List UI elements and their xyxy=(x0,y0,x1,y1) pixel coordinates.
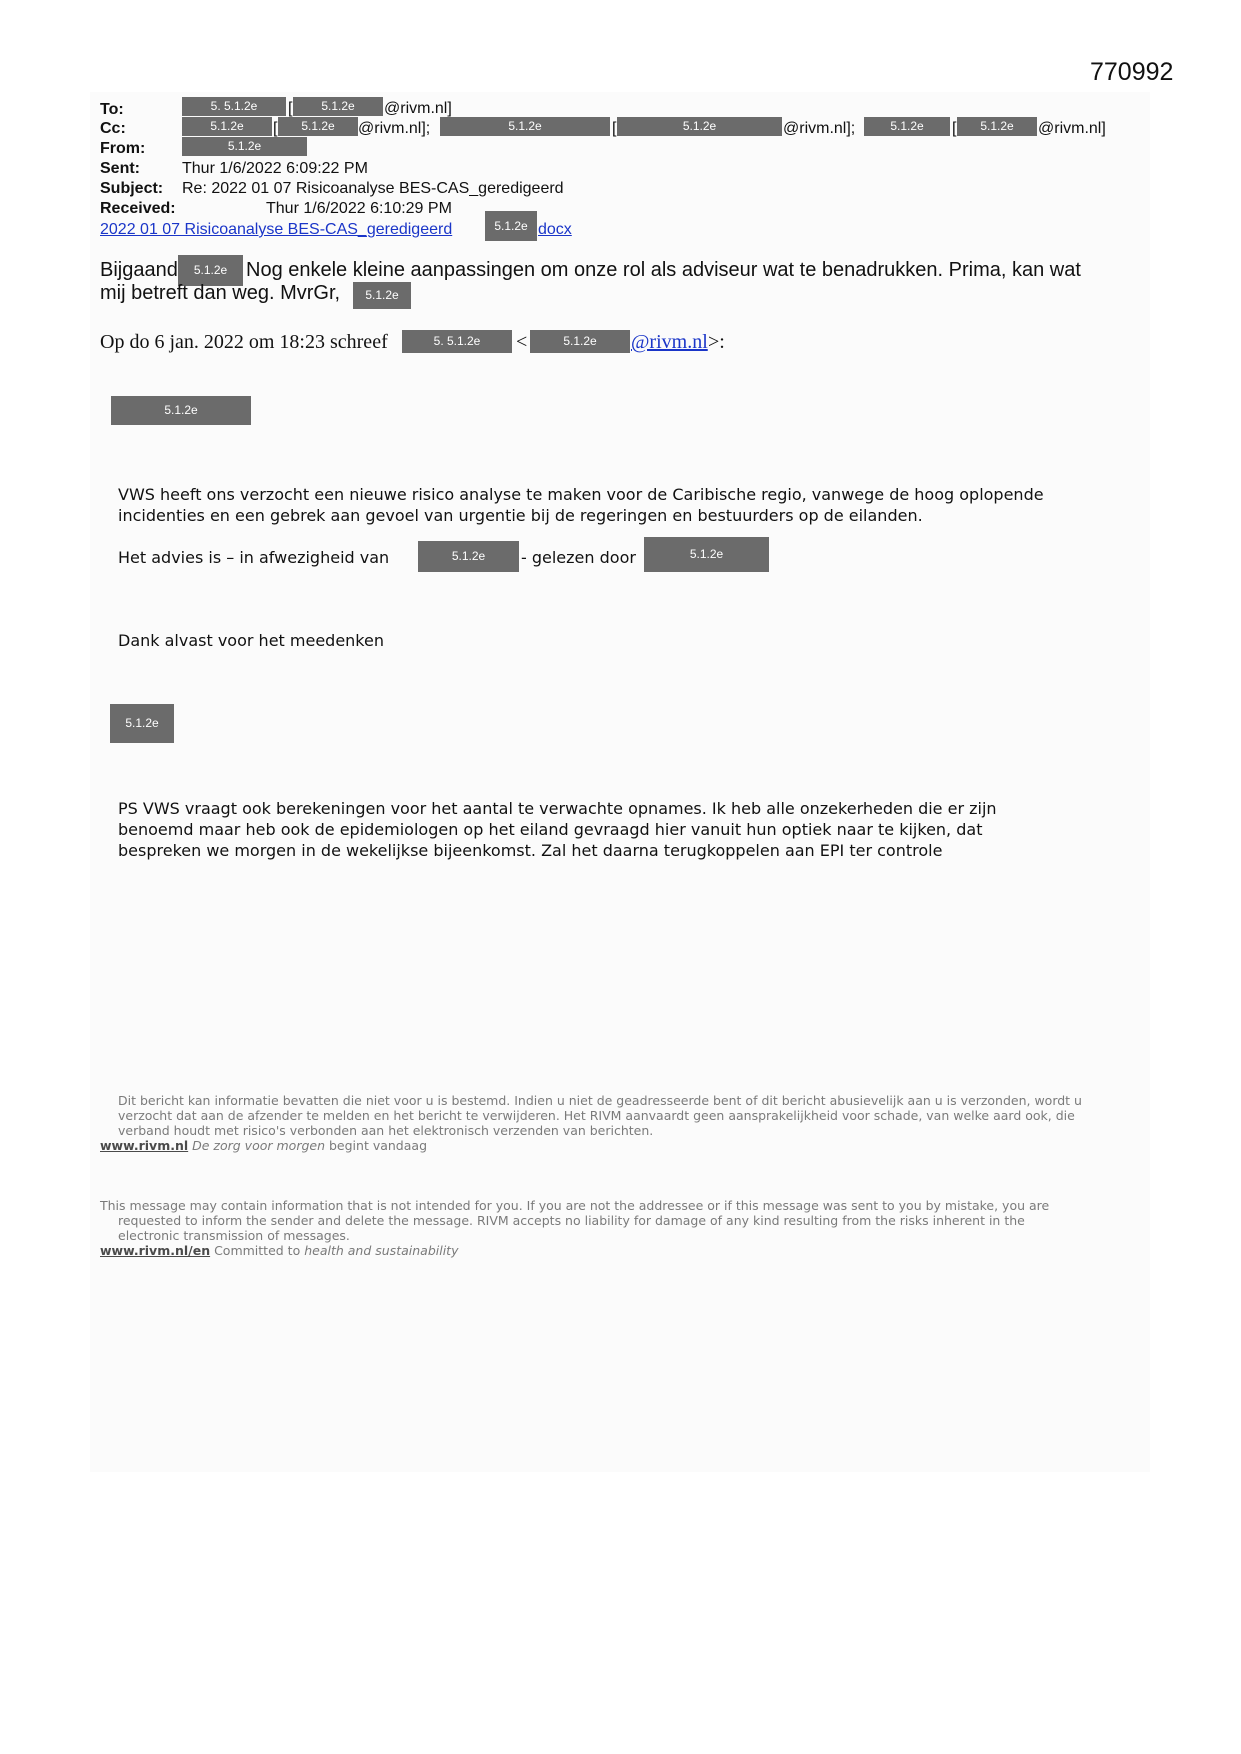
redaction-box: 5.1.2e xyxy=(440,117,610,136)
sent-value: Thur 1/6/2022 6:09:22 PM xyxy=(182,160,368,177)
rivm-en-site-link[interactable]: www.rivm.nl/en xyxy=(100,1243,211,1258)
cc-domain-1: @rivm.nl]; xyxy=(358,120,431,137)
disclaimer-en-line-2: requested to inform the sender and delete the message. RIVM accepts no liability for damage of any kind resulting from the risks inherent in the xyxy=(118,1213,1025,1228)
sent-label: Sent: xyxy=(100,160,140,177)
ps-line-2: benoemd maar heb ook de epidemiologen op het eiland gevraagd hier vanuit hun optiek naar te kijken, dat xyxy=(118,820,983,839)
rivm-en-tagline-prefix: Committed to xyxy=(214,1243,301,1258)
redaction-box: 5.1.2e xyxy=(957,117,1037,136)
to-domain: @rivm.nl] xyxy=(384,100,452,117)
cc-label: Cc: xyxy=(100,120,126,137)
redaction-box: 5. 5.1.2e xyxy=(402,330,512,353)
bracket: [ xyxy=(273,120,278,137)
disclaimer-nl-line-3: verband houdt met risico's verbonden aan het elektronisch verzenden van berichten. xyxy=(118,1123,654,1138)
rivm-tagline: De zorg voor morgen xyxy=(192,1138,326,1153)
quote-lt: < xyxy=(516,331,528,353)
redaction-box: 5.1.2e xyxy=(530,330,630,353)
body-para-1-line-1: VWS heeft ons verzocht een nieuwe risico analyse te maken voor de Caribische regio, vanwege de hoog oplopende xyxy=(118,485,1044,504)
reply-line-1: Nog enkele kleine aanpassingen om onze rol als adviseur wat te benadrukken. Prima, kan wat xyxy=(246,259,1081,281)
thanks-line: Dank alvast voor het meedenken xyxy=(118,631,384,650)
reply-line-1-start: Bijgaand xyxy=(100,259,178,281)
redaction-box: 5.1.2e xyxy=(111,396,251,425)
redaction-box: 5.1.2e xyxy=(353,282,411,309)
rivm-tagline-rest: begint vandaag xyxy=(329,1138,427,1153)
advies-mid: - gelezen door xyxy=(521,548,636,567)
disclaimer-nl-line-1: Dit bericht kan informatie bevatten die niet voor u is bestemd. Indien u niet de geadresseerde bent of dit bericht abusievelijk aan u is verzonden, wordt u xyxy=(118,1093,1082,1108)
quote-suffix: >: xyxy=(708,331,725,353)
attachment-link[interactable]: 2022 01 07 Risicoanalyse BES-CAS_geredigeerd xyxy=(100,221,453,238)
redaction-box: 5.1.2e xyxy=(617,117,782,136)
to-label: To: xyxy=(100,101,124,118)
bracket: [ xyxy=(288,100,293,117)
rivm-en-tagline: health and sustainability xyxy=(304,1243,459,1258)
quote-email-link[interactable]: @rivm.nl xyxy=(631,331,708,353)
subject-value: Re: 2022 01 07 Risicoanalyse BES-CAS_geredigeerd xyxy=(182,180,564,197)
redaction-box: 5.1.2e xyxy=(485,211,537,241)
bracket: [ xyxy=(952,120,957,137)
bracket: [ xyxy=(612,120,617,137)
body-para-1-line-2: incidenties en een gebrek aan gevoel van urgentie bij de regeringen en bestuurders op de eilanden. xyxy=(118,506,923,525)
cc-domain-3: @rivm.nl] xyxy=(1038,120,1106,137)
redaction-box: 5.1.2e xyxy=(178,255,243,286)
redaction-box: 5.1.2e xyxy=(864,117,950,136)
advies-prefix: Het advies is – in afwezigheid van xyxy=(118,548,390,567)
subject-label: Subject: xyxy=(100,180,164,197)
redaction-box: 5.1.2e xyxy=(644,537,769,572)
redaction-box: 5.1.2e xyxy=(182,137,307,156)
disclaimer-en-line-3: electronic transmission of messages. xyxy=(118,1228,350,1243)
redaction-box: 5.1.2e xyxy=(278,117,358,136)
cc-domain-2: @rivm.nl]; xyxy=(783,120,856,137)
redaction-box: 5.1.2e xyxy=(182,117,272,136)
received-value: Thur 1/6/2022 6:10:29 PM xyxy=(266,200,452,217)
received-label: Received: xyxy=(100,200,176,217)
redaction-box: 5.1.2e xyxy=(293,97,383,116)
ps-line-3: bespreken we morgen in de wekelijkse bijeenkomst. Zal het daarna terugkoppelen aan EPI ter controle xyxy=(118,841,943,860)
redaction-box: 5. 5.1.2e xyxy=(182,97,286,116)
redaction-box: 5.1.2e xyxy=(110,704,174,743)
quote-prefix: Op do 6 jan. 2022 om 18:23 schreef xyxy=(100,331,388,353)
document-number: 770992 xyxy=(1090,58,1174,86)
rivm-site-link[interactable]: www.rivm.nl xyxy=(100,1138,189,1153)
ps-line-1: PS VWS vraagt ook berekeningen voor het aantal te verwachte opnames. Ik heb alle onzekerheden die er zijn xyxy=(118,799,997,818)
from-label: From: xyxy=(100,140,146,157)
reply-line-2: mij betreft dan weg. MvrGr, xyxy=(100,282,341,304)
attachment-link-ext[interactable]: docx xyxy=(538,221,572,238)
redaction-box: 5.1.2e xyxy=(418,541,519,572)
disclaimer-nl-line-2: verzocht dat aan de afzender te melden en het bericht te verwijderen. Het RIVM aanvaardt geen aansprakelijkheid voor schade, van welke aard ook, die xyxy=(118,1108,1075,1123)
disclaimer-en-line-1: This message may contain information that is not intended for you. If you are not the addressee or if this message was sent to you by mistake, you are xyxy=(100,1198,1050,1213)
